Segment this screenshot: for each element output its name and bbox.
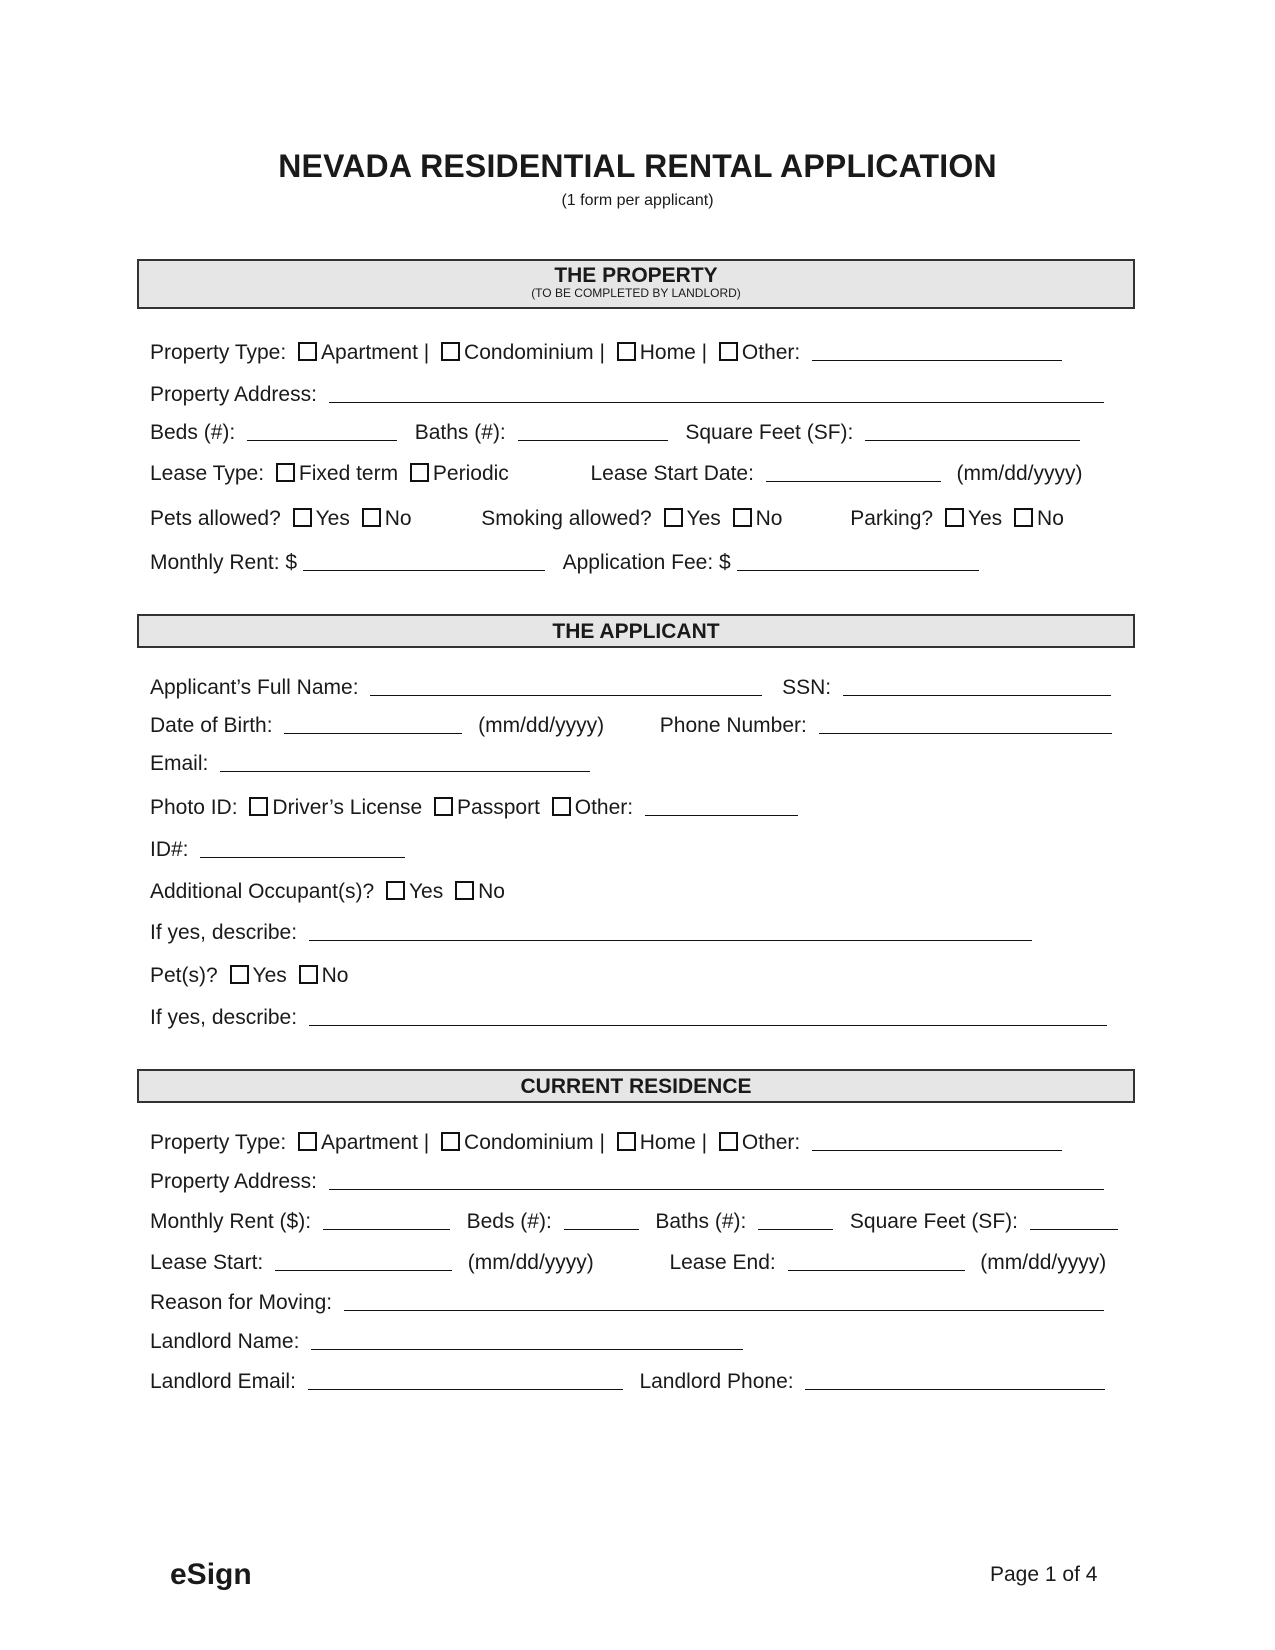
landlord-email-label: Landlord Email: xyxy=(150,1370,296,1394)
residence-other-label: Other: xyxy=(741,1131,801,1155)
section-title-applicant: THE APPLICANT xyxy=(552,620,720,643)
other-type-field[interactable] xyxy=(812,346,1062,361)
condominium-checkbox[interactable] xyxy=(441,342,460,361)
landlord-name-label: Landlord Name: xyxy=(150,1330,300,1354)
pets-allowed-label: Pets allowed? xyxy=(150,507,281,531)
periodic-checkbox[interactable] xyxy=(410,463,429,482)
property-address-row xyxy=(150,380,1104,410)
residence-baths-label: Baths (#): xyxy=(655,1210,747,1234)
residence-apartment-checkbox[interactable] xyxy=(298,1132,317,1151)
residence-beds-field[interactable] xyxy=(564,1215,639,1230)
residence-rent-label: Monthly Rent ($): xyxy=(150,1210,312,1234)
landlord-phone-field[interactable] xyxy=(805,1375,1105,1390)
other-checkbox[interactable] xyxy=(719,342,738,361)
residence-lease-end-format: (mm/dd/yyyy) xyxy=(980,1251,1107,1275)
id-number-label: ID#: xyxy=(150,838,189,862)
residence-type-label: Property Type: xyxy=(150,1131,287,1155)
email-field[interactable] xyxy=(220,757,590,772)
residence-lease-start-field[interactable] xyxy=(275,1256,452,1271)
section-header-applicant xyxy=(137,614,1135,648)
dob-label: Date of Birth: xyxy=(150,714,273,738)
pets-no-checkbox[interactable] xyxy=(362,508,381,527)
email-label: Email: xyxy=(150,752,209,776)
rent-fee-row xyxy=(150,548,979,578)
lease-start-format: (mm/dd/yyyy) xyxy=(956,462,1083,486)
id-other-field[interactable] xyxy=(645,801,798,816)
monthly-rent-field[interactable] xyxy=(303,556,545,571)
smoking-no-checkbox[interactable] xyxy=(733,508,752,527)
beds-field[interactable] xyxy=(247,426,397,441)
occupants-no-label: No xyxy=(478,880,505,904)
baths-label: Baths (#): xyxy=(414,421,506,445)
residence-home-label: Home | xyxy=(639,1131,708,1155)
home-label: Home | xyxy=(639,341,708,365)
fixed-term-checkbox[interactable] xyxy=(276,463,295,482)
landlord-phone-label: Landlord Phone: xyxy=(639,1370,794,1394)
esign-logo: eSign xyxy=(170,1558,252,1591)
condominium-label: Condominium | xyxy=(464,341,605,365)
property-type-label: Property Type: xyxy=(150,341,287,365)
residence-lease-end-field[interactable] xyxy=(788,1256,965,1271)
page-number: Page 1 of 4 xyxy=(990,1563,1098,1586)
occupants-yes-label: Yes xyxy=(408,880,444,904)
phone-label: Phone Number: xyxy=(659,714,807,738)
residence-details-row xyxy=(150,1207,1118,1237)
fixed-term-label: Fixed term xyxy=(298,462,399,486)
sqft-field[interactable] xyxy=(865,426,1080,441)
lease-type-row xyxy=(150,459,1082,489)
pets-row xyxy=(150,961,349,991)
pets-yes-label: Yes xyxy=(315,507,350,531)
monthly-rent-label: Monthly Rent: $ xyxy=(150,551,298,575)
property-size-row xyxy=(150,418,1080,448)
section-title-residence: CURRENT RESIDENCE xyxy=(520,1075,752,1098)
residence-condominium-checkbox[interactable] xyxy=(441,1132,460,1151)
residence-type-row xyxy=(150,1128,1062,1158)
parking-no-checkbox[interactable] xyxy=(1014,508,1033,527)
photo-id-label: Photo ID: xyxy=(150,796,238,820)
landlord-name-row xyxy=(150,1327,743,1357)
reason-label: Reason for Moving: xyxy=(150,1291,333,1315)
passport-label: Passport xyxy=(457,796,540,820)
property-type-row xyxy=(150,338,1062,368)
baths-field[interactable] xyxy=(518,426,668,441)
pets-label: Pet(s)? xyxy=(150,964,218,988)
pet-yes-checkbox[interactable] xyxy=(230,965,249,984)
lease-type-label: Lease Type: xyxy=(150,462,265,486)
pets-describe-label: If yes, describe: xyxy=(150,1006,298,1030)
reason-row xyxy=(150,1288,1104,1318)
parking-yes-label: Yes xyxy=(967,507,1003,531)
residence-address-field[interactable] xyxy=(329,1175,1104,1190)
residence-address-row xyxy=(150,1167,1104,1197)
id-other-label: Other: xyxy=(574,796,634,820)
residence-lease-end-label: Lease End: xyxy=(669,1251,776,1275)
pet-no-checkbox[interactable] xyxy=(299,965,318,984)
apartment-label: Apartment | xyxy=(321,341,430,365)
residence-sqft-label: Square Feet (SF): xyxy=(849,1210,1018,1234)
residence-other-field[interactable] xyxy=(812,1136,1062,1151)
pets-describe-row xyxy=(150,1003,1107,1033)
property-address-field[interactable] xyxy=(329,388,1104,403)
applicant-name-row xyxy=(150,673,1111,703)
pets-yes-checkbox[interactable] xyxy=(293,508,312,527)
occupants-no-checkbox[interactable] xyxy=(455,881,474,900)
residence-lease-row xyxy=(150,1248,1106,1278)
application-fee-label: Application Fee: $ xyxy=(562,551,731,575)
id-number-field[interactable] xyxy=(200,843,405,858)
allowances-row xyxy=(150,504,1064,534)
landlord-email-field[interactable] xyxy=(308,1375,623,1390)
residence-lease-start-label: Lease Start: xyxy=(150,1251,264,1275)
beds-label: Beds (#): xyxy=(150,421,236,445)
residence-apartment-label: Apartment | xyxy=(321,1131,430,1155)
full-name-label: Applicant’s Full Name: xyxy=(150,676,359,700)
sqft-label: Square Feet (SF): xyxy=(685,421,854,445)
email-row xyxy=(150,749,590,779)
drivers-license-checkbox[interactable] xyxy=(249,797,268,816)
parking-yes-checkbox[interactable] xyxy=(945,508,964,527)
residence-address-label: Property Address: xyxy=(150,1170,317,1194)
occupants-describe-field[interactable] xyxy=(309,926,1032,941)
id-other-checkbox[interactable] xyxy=(552,797,571,816)
section-header-property xyxy=(137,259,1135,309)
occupants-label: Additional Occupant(s)? xyxy=(150,880,375,904)
residence-rent-field[interactable] xyxy=(323,1215,450,1230)
pets-no-label: No xyxy=(384,507,412,531)
pets-describe-field[interactable] xyxy=(309,1011,1107,1026)
smoking-allowed-label: Smoking allowed? xyxy=(481,507,652,531)
other-label: Other: xyxy=(741,341,801,365)
dob-field[interactable] xyxy=(284,719,462,734)
passport-checkbox[interactable] xyxy=(434,797,453,816)
smoking-no-label: No xyxy=(755,507,783,531)
periodic-label: Periodic xyxy=(432,462,509,486)
full-name-field[interactable] xyxy=(370,681,762,696)
occupants-describe-row xyxy=(150,918,1032,948)
residence-home-checkbox[interactable] xyxy=(617,1132,636,1151)
section-header-residence xyxy=(137,1069,1135,1103)
photo-id-row xyxy=(150,793,798,823)
parking-label: Parking? xyxy=(850,507,934,531)
residence-lease-start-format: (mm/dd/yyyy) xyxy=(467,1251,594,1275)
section-title-property: THE PROPERTY xyxy=(554,264,718,287)
dob-phone-row xyxy=(150,711,1112,741)
apartment-checkbox[interactable] xyxy=(298,342,317,361)
residence-sqft-field[interactable] xyxy=(1030,1215,1118,1230)
pet-yes-label: Yes xyxy=(252,964,287,988)
landlord-contact-row xyxy=(150,1367,1105,1397)
phone-field[interactable] xyxy=(819,719,1112,734)
lease-start-label: Lease Start Date: xyxy=(590,462,754,486)
property-address-label: Property Address: xyxy=(150,383,317,407)
document-subtitle: (1 form per applicant) xyxy=(561,192,714,209)
dob-format: (mm/dd/yyyy) xyxy=(478,714,605,738)
residence-beds-label: Beds (#): xyxy=(466,1210,552,1234)
ssn-label: SSN: xyxy=(782,676,832,700)
lease-start-field[interactable] xyxy=(766,467,941,482)
smoking-yes-label: Yes xyxy=(686,507,721,531)
application-fee-field[interactable] xyxy=(737,556,979,571)
section-subtitle-property: (TO BE COMPLETED BY LANDLORD) xyxy=(531,286,741,300)
pet-no-label: No xyxy=(321,964,349,988)
home-checkbox[interactable] xyxy=(617,342,636,361)
occupants-yes-checkbox[interactable] xyxy=(386,881,405,900)
smoking-yes-checkbox[interactable] xyxy=(664,508,683,527)
occupants-describe-label: If yes, describe: xyxy=(150,921,298,945)
ssn-field[interactable] xyxy=(843,681,1111,696)
parking-no-label: No xyxy=(1037,507,1064,531)
occupants-row xyxy=(150,877,505,907)
landlord-name-field[interactable] xyxy=(311,1335,743,1350)
residence-condominium-label: Condominium | xyxy=(464,1131,605,1155)
drivers-license-label: Driver’s License xyxy=(272,796,423,820)
residence-other-checkbox[interactable] xyxy=(719,1132,738,1151)
residence-baths-field[interactable] xyxy=(758,1215,833,1230)
document-title: NEVADA RESIDENTIAL RENTAL APPLICATION xyxy=(278,148,997,184)
reason-field[interactable] xyxy=(344,1296,1104,1311)
id-number-row xyxy=(150,835,405,865)
